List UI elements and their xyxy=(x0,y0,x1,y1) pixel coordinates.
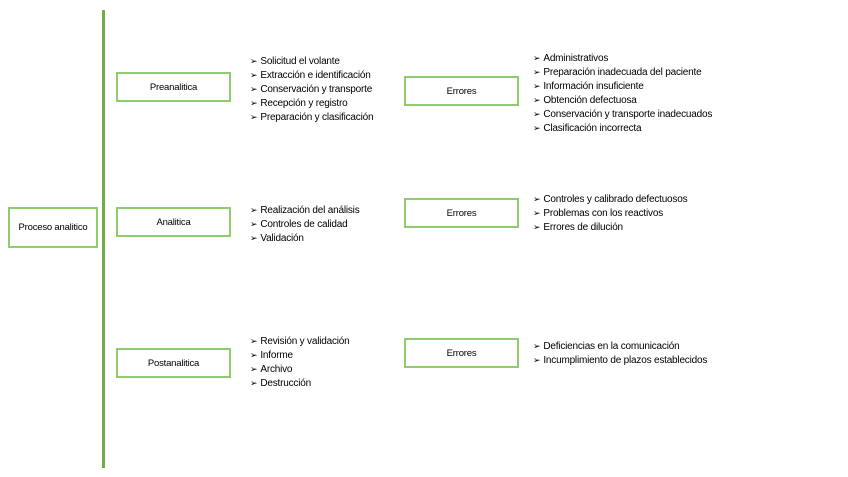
error-item: ➢ Clasificación incorrecta xyxy=(533,122,712,136)
step-item: ➢ Validación xyxy=(250,232,360,246)
step-item: ➢ Recepción y registro xyxy=(250,97,373,111)
errors-box-preanalitica: Errores xyxy=(404,76,519,106)
phase-steps-preanalitica xyxy=(250,55,373,125)
step-item: ➢ Archivo xyxy=(250,363,350,377)
phase-box-analitica: Analitica xyxy=(116,207,231,237)
error-item: ➢ Conservación y transporte inadecuados xyxy=(533,108,712,122)
error-item: ➢ Incumplimiento de plazos establecidos xyxy=(533,354,707,368)
step-item: ➢ Controles de calidad xyxy=(250,218,360,232)
step-item: ➢ Destrucción xyxy=(250,377,350,391)
phase-box-postanalitica: Postanalitica xyxy=(116,348,231,378)
step-item: ➢ Extracción e identificación xyxy=(250,69,373,83)
step-item: ➢ Preparación y clasificación xyxy=(250,111,373,125)
phase-steps-postanalitica xyxy=(250,335,350,391)
error-item: ➢ Errores de dilución xyxy=(533,221,687,235)
step-item: ➢ Realización del análisis xyxy=(250,204,360,218)
error-item: ➢ Administrativos xyxy=(533,52,712,66)
timeline-line xyxy=(102,10,105,468)
step-item: ➢ Revisión y validación xyxy=(250,335,350,349)
errors-box-analitica: Errores xyxy=(404,198,519,228)
error-item: ➢ Información insuficiente xyxy=(533,80,712,94)
errors-box-postanalitica: Errores xyxy=(404,338,519,368)
error-item: ➢ Preparación inadecuada del paciente xyxy=(533,66,712,80)
error-item: ➢ Problemas con los reactivos xyxy=(533,207,687,221)
errors-list-preanalitica xyxy=(533,52,712,136)
phase-steps-analitica xyxy=(250,204,360,246)
root-process-box: Proceso analitico xyxy=(8,207,98,248)
step-item: ➢ Conservación y transporte xyxy=(250,83,373,97)
errors-list-postanalitica xyxy=(533,340,707,368)
step-item: ➢ Informe xyxy=(250,349,350,363)
error-item: ➢ Obtención defectuosa xyxy=(533,94,712,108)
phase-box-preanalitica: Preanalitica xyxy=(116,72,231,102)
error-item: ➢ Deficiencias en la comunicación xyxy=(533,340,707,354)
errors-list-analitica xyxy=(533,193,687,235)
step-item: ➢ Solicitud el volante xyxy=(250,55,373,69)
error-item: ➢ Controles y calibrado defectuosos xyxy=(533,193,687,207)
